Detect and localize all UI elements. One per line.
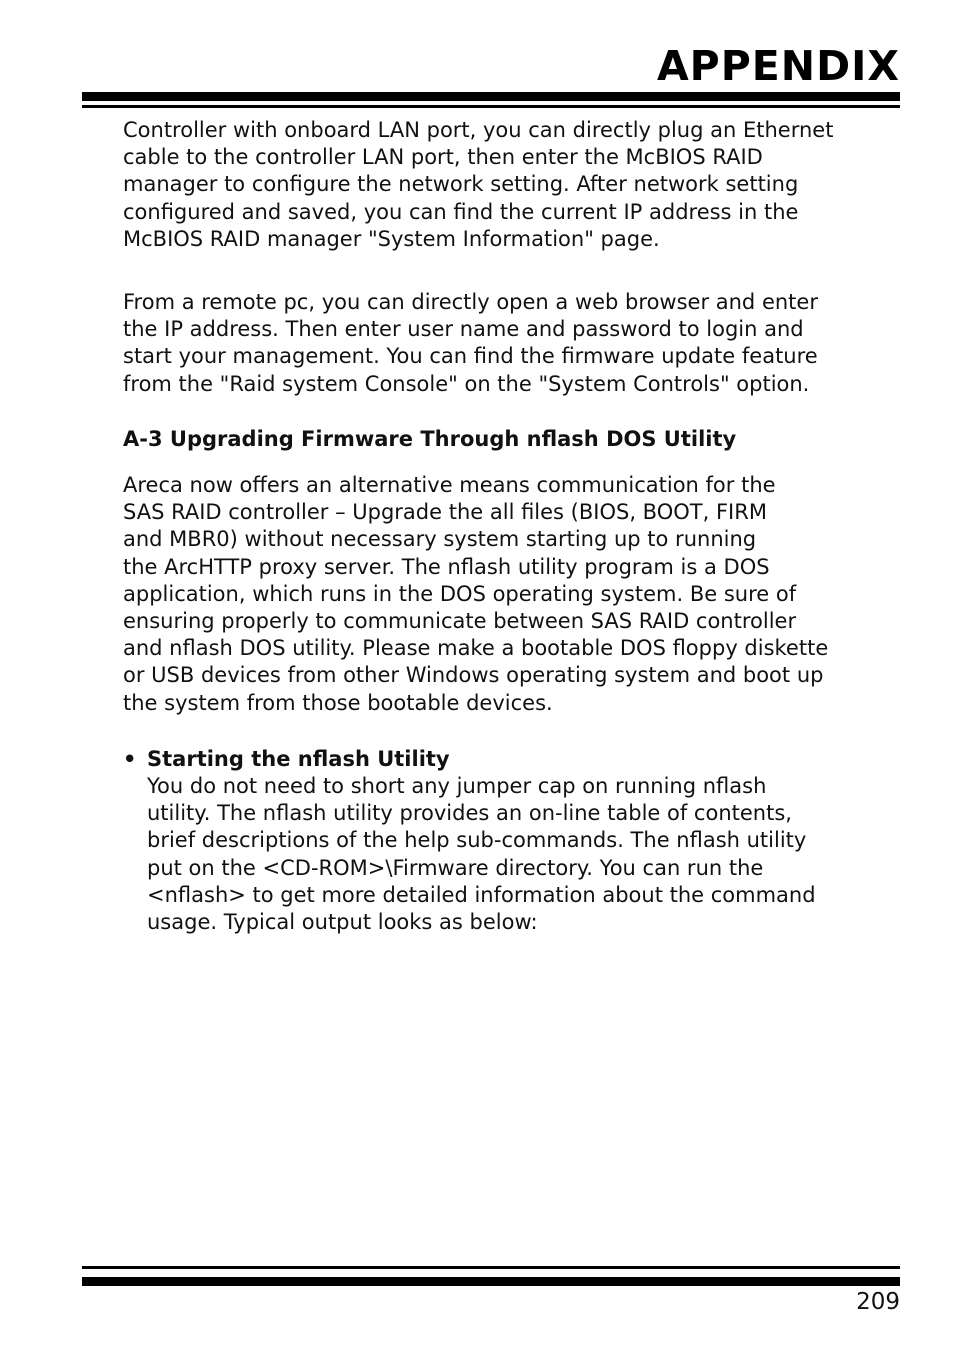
page-number: 209 bbox=[856, 1289, 900, 1315]
footer-rule-thick bbox=[82, 1277, 900, 1286]
intro-paragraph-remote: From a remote pc, you can directly open a web browser and enter the IP address. Then enter user name and password to login and start your management. You can find the firmware update feature from the "Raid system Console" on the "System Controls" option. bbox=[123, 290, 818, 396]
page-title: APPENDIX bbox=[656, 42, 900, 90]
header-rule-thin bbox=[82, 105, 900, 108]
section-heading: A-3 Upgrading Firmware Through nflash DOS Utility bbox=[123, 427, 737, 451]
intro-paragraph-lan: Controller with onboard LAN port, you can directly plug an Ethernet cable to the controller LAN port, then enter the McBIOS RAID manager to configure the network setting. After network setting configured and saved, you can find the current IP address in the McBIOS RAID manager "System Information" page. bbox=[123, 118, 834, 251]
bullet-body: You do not need to short any jumper cap on running nflash utility. The nflash utility provides an on-line table of contents, brief descriptions of the help sub-commands. The nflash utility put on the <CD-ROM>\Firmware directory. You can run the <nflash> to get more detailed information about the command usage. Typical output looks as below: bbox=[147, 774, 816, 935]
header-rule-thick bbox=[82, 92, 900, 101]
bullet-marker: • bbox=[123, 747, 137, 771]
bullet-heading: Starting the nflash Utility bbox=[147, 747, 450, 771]
nflash-paragraph: Areca now offers an alternative means communication for the SAS RAID controller – Upgrade the all files (BIOS, BOOT, FIRM and MBR0) without necessary system starting up to running the ArcHTTP proxy server. The nflash utility program is a DOS application, which runs in the DOS operating system. Be sure of ensuring properly to communicate between SAS RAID controller and nflash DOS utility. Please make a bootable DOS floppy diskette or USB devices from other Windows operating system and boot up the system from those bootable devices. bbox=[123, 473, 829, 715]
footer-rule-thin bbox=[82, 1266, 900, 1269]
